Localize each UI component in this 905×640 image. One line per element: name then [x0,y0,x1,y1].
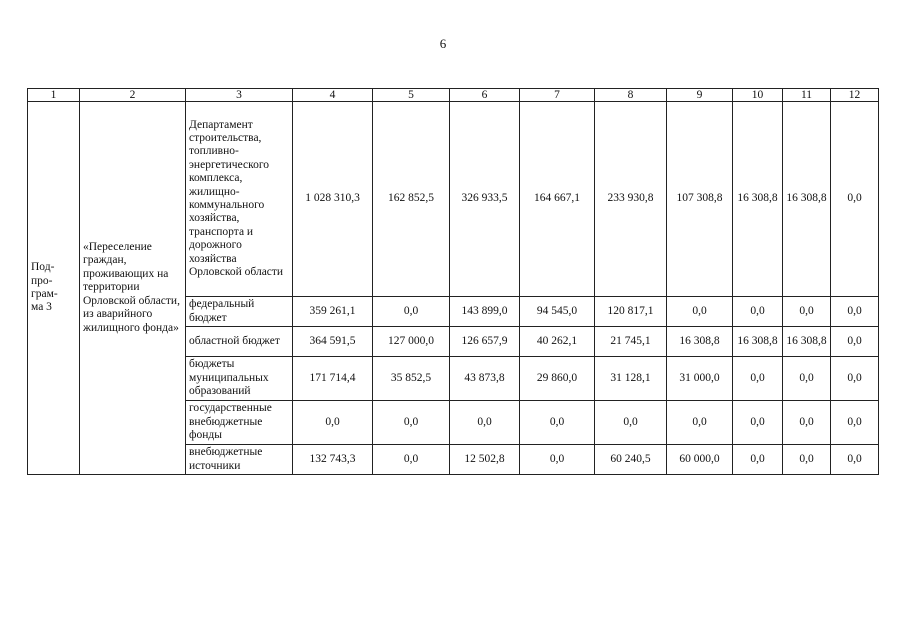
value-cell: 233 930,8 [595,102,667,297]
program-code-line: Под- [31,261,55,274]
column-number: 1 [28,89,80,102]
value-cell: 0,0 [783,297,831,327]
value-cell: 16 308,8 [733,102,783,297]
funding-table [27,88,879,475]
value-cell: 127 000,0 [373,327,450,357]
value-cell: 143 899,0 [450,297,520,327]
value-cell: 60 240,5 [595,445,667,475]
column-number: 10 [733,89,783,102]
value-cell: 0,0 [667,297,733,327]
program-code-line: про- [31,274,53,287]
value-cell: 0,0 [733,357,783,401]
value-cell: 0,0 [520,445,595,475]
program-code-line: ма 3 [31,301,52,314]
value-cell: 107 308,8 [667,102,733,297]
value-cell: 364 591,5 [293,327,373,357]
column-number: 8 [595,89,667,102]
funding-source: областной бюджет [186,327,293,357]
program-code-cell [28,102,80,475]
value-cell: 29 860,0 [520,357,595,401]
table-row [28,102,879,297]
value-cell: 120 817,1 [595,297,667,327]
program-code-line: грам- [31,288,58,300]
value-cell: 0,0 [373,401,450,445]
value-cell: 0,0 [733,401,783,445]
value-cell: 0,0 [450,401,520,445]
column-number: 5 [373,89,450,102]
value-cell: 12 502,8 [450,445,520,475]
value-cell: 0,0 [831,102,879,297]
value-cell: 0,0 [293,401,373,445]
funding-source: Департамент строительства, топливно-энергетического комплекса, жилищно-коммунального хозяйства, транспорта и дорожного хозяйства Орловской области [186,102,293,297]
value-cell: 31 128,1 [595,357,667,401]
funding-source: внебюджетные источники [186,445,293,475]
funding-source: государственные внебюджетные фонды [186,401,293,445]
value-cell: 0,0 [831,445,879,475]
value-cell: 0,0 [783,357,831,401]
value-cell: 35 852,5 [373,357,450,401]
value-cell: 326 933,5 [450,102,520,297]
value-cell: 359 261,1 [293,297,373,327]
column-number: 12 [831,89,879,102]
value-cell: 162 852,5 [373,102,450,297]
column-number: 6 [450,89,520,102]
value-cell: 0,0 [595,401,667,445]
value-cell: 0,0 [373,445,450,475]
value-cell: 0,0 [783,445,831,475]
value-cell: 43 873,8 [450,357,520,401]
value-cell: 0,0 [520,401,595,445]
value-cell: 0,0 [783,401,831,445]
column-number: 9 [667,89,733,102]
value-cell: 21 745,1 [595,327,667,357]
value-cell: 126 657,9 [450,327,520,357]
column-number: 3 [186,89,293,102]
value-cell: 0,0 [667,401,733,445]
column-number: 2 [80,89,186,102]
value-cell: 0,0 [831,401,879,445]
program-name-cell: «Переселение граждан, проживающих на территории Орловской области, из аварийного жилищного фонда» [80,102,186,475]
column-number: 7 [520,89,595,102]
funding-source: бюджеты муниципальных образований [186,357,293,401]
value-cell: 0,0 [831,327,879,357]
value-cell: 0,0 [831,297,879,327]
value-cell: 16 308,8 [783,327,831,357]
value-cell: 40 262,1 [520,327,595,357]
column-number: 4 [293,89,373,102]
page-number: 6 [439,36,447,51]
value-cell: 0,0 [831,357,879,401]
column-number-row [28,89,879,102]
column-number: 11 [783,89,831,102]
value-cell: 94 545,0 [520,297,595,327]
value-cell: 16 308,8 [733,327,783,357]
value-cell: 60 000,0 [667,445,733,475]
value-cell: 31 000,0 [667,357,733,401]
value-cell: 164 667,1 [520,102,595,297]
value-cell: 0,0 [733,445,783,475]
value-cell: 171 714,4 [293,357,373,401]
value-cell: 0,0 [373,297,450,327]
value-cell: 16 308,8 [783,102,831,297]
value-cell: 0,0 [733,297,783,327]
value-cell: 1 028 310,3 [293,102,373,297]
funding-source: федеральный бюджет [186,297,293,327]
value-cell: 16 308,8 [667,327,733,357]
value-cell: 132 743,3 [293,445,373,475]
